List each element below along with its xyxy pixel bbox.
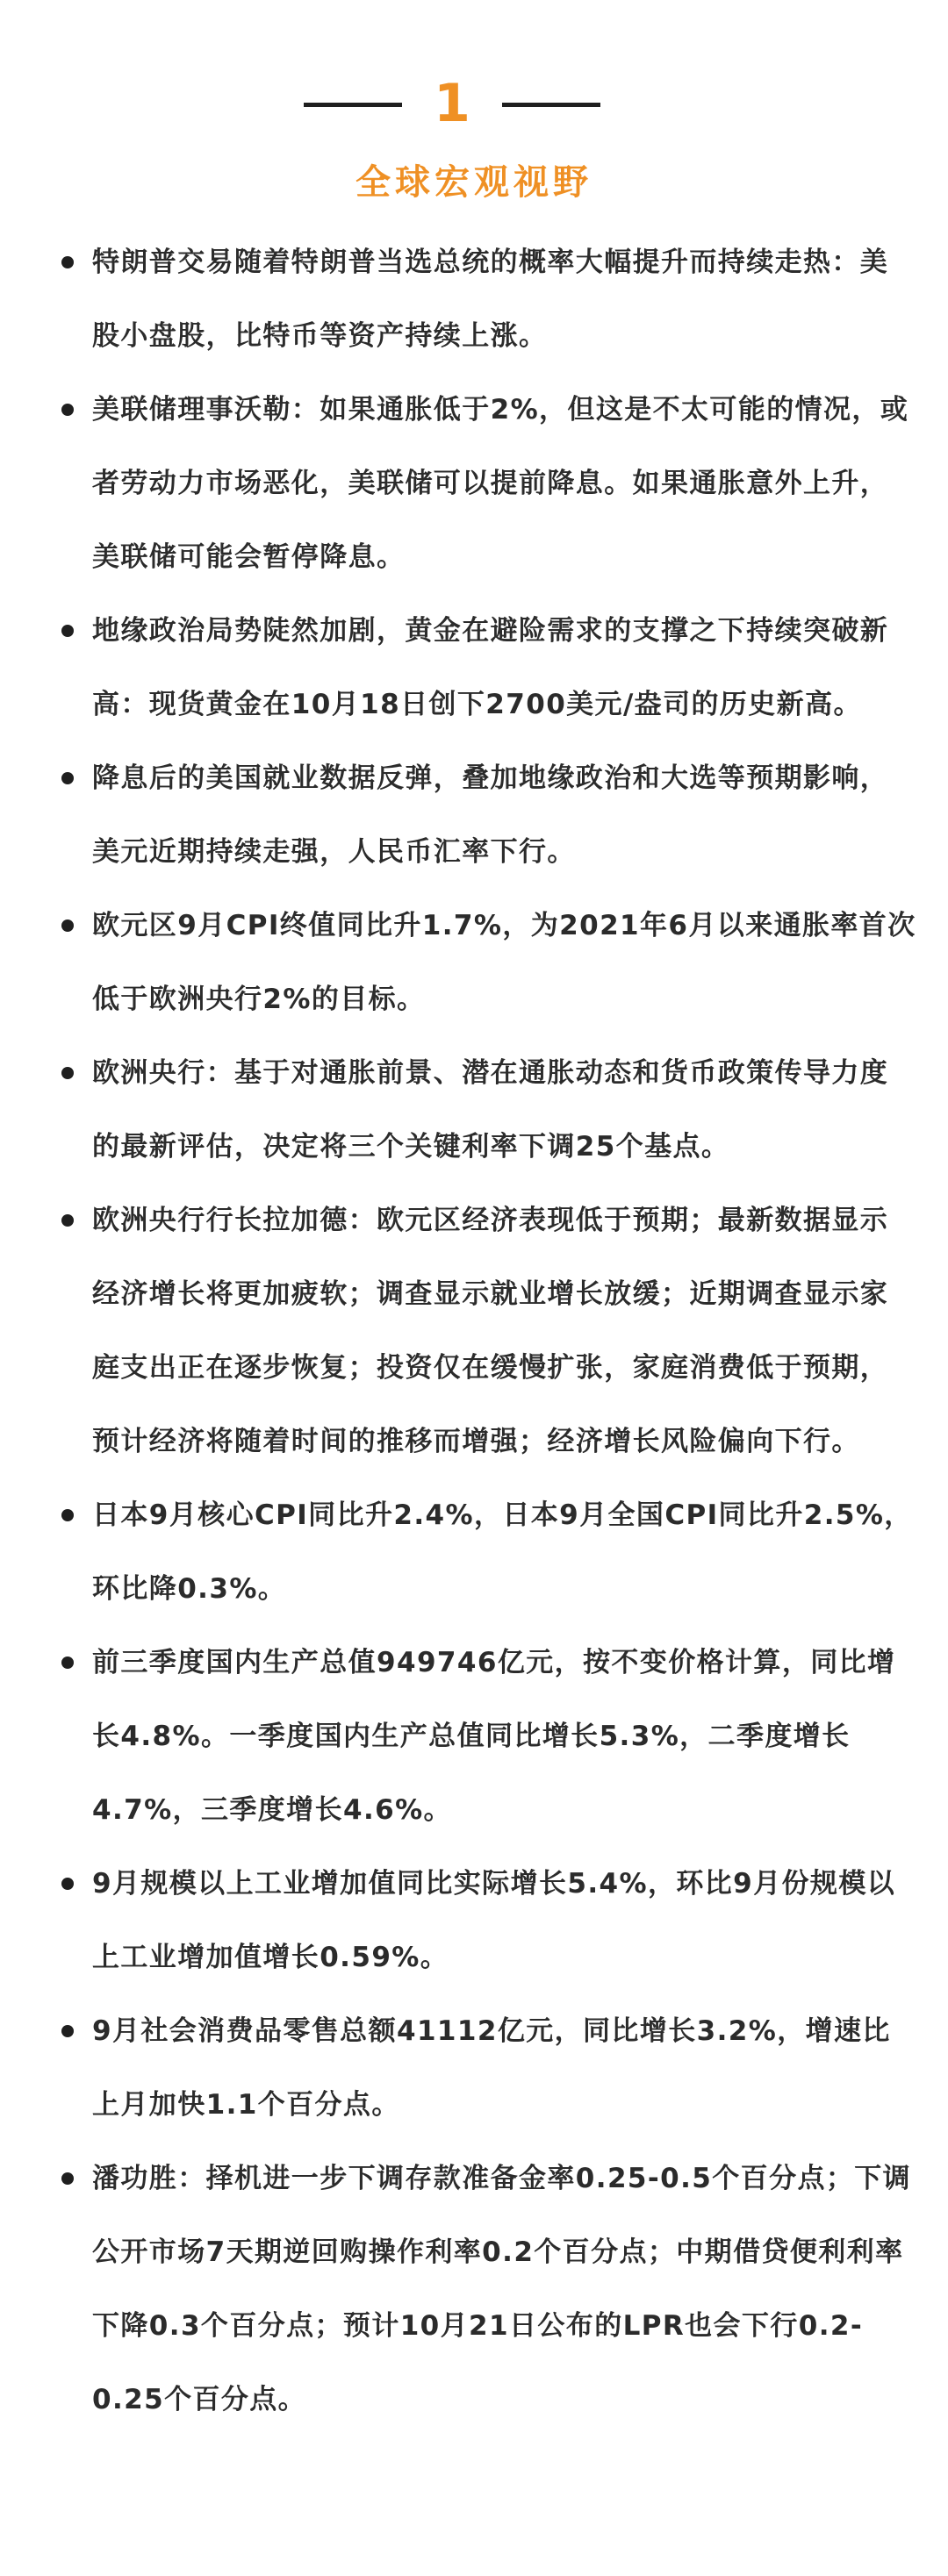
bullet-text: 欧元区9月CPI终值同比升1.7%，为2021年6月以来通胀率首次低于欧洲央行2%的目标。	[92, 910, 916, 1015]
bullet-item-lagarde	[0, 1184, 948, 1478]
bullet-text: 9月社会消费品零售总额41112亿元，同比增长3.2%，增速比上月加快1.1个百分点。	[92, 2015, 891, 2121]
bullet-item-pan-gongsheng	[0, 2142, 948, 2436]
bullet-dot-icon	[61, 1067, 74, 1079]
right-divider	[502, 103, 600, 107]
bullet-item-industrial	[0, 1847, 948, 1994]
bullet-dot-icon	[61, 2025, 74, 2037]
bullet-text: 地缘政治局势陡然加剧，黄金在避险需求的支撑之下持续突破新高：现货黄金在10月18日创下2700美元/盎司的历史新高。	[92, 615, 889, 720]
bullet-item-gold	[0, 594, 948, 741]
bullet-dot-icon	[61, 1657, 74, 1669]
bullet-text: 特朗普交易随着特朗普当选总统的概率大幅提升而持续走热：美股小盘股，比特币等资产持续上涨。	[92, 247, 889, 352]
bullet-text: 前三季度国内生产总值949746亿元，按不变价格计算，同比增长4.8%。一季度国内生产总值同比增长5.3%，二季度增长4.7%，三季度增长4.6%。	[92, 1647, 896, 1826]
bullet-item-waller	[0, 373, 948, 594]
bullet-text: 日本9月核心CPI同比升2.4%，日本9月全国CPI同比升2.5%，环比降0.3%。	[92, 1499, 913, 1605]
bullet-dot-icon	[61, 1214, 74, 1227]
section-header	[0, 68, 948, 139]
bullet-item-eurozone-cpi	[0, 889, 948, 1036]
bullet-dot-icon	[61, 404, 74, 416]
bullet-text: 9月规模以上工业增加值同比实际增长5.4%，环比9月份规模以上工业增加值增长0.59%。	[92, 1868, 896, 1973]
bullet-item-usd	[0, 741, 948, 889]
bullet-text: 美联储理事沃勒：如果通胀低于2%，但这是不太可能的情况，或者劳动力市场恶化，美联储可以提前降息。如果通胀意外上升，美联储可能会暂停降息。	[92, 394, 909, 573]
bullet-item-japan-cpi	[0, 1478, 948, 1626]
bullet-item-retail	[0, 1994, 948, 2142]
bullet-dot-icon	[61, 256, 74, 268]
bullet-text: 欧洲央行：基于对通胀前景、潜在通胀动态和货币政策传导力度的最新评估，决定将三个关键利率下调25个基点。	[92, 1057, 889, 1163]
bullet-item-trump-trade	[0, 225, 948, 373]
bullet-text: 降息后的美国就业数据反弹，叠加地缘政治和大选等预期影响，美元近期持续走强，人民币汇率下行。	[92, 762, 889, 868]
bullet-dot-icon	[61, 919, 74, 932]
bullet-dot-icon	[61, 2172, 74, 2185]
bullet-text: 欧洲央行行长拉加德：欧元区经济表现低于预期；最新数据显示经济增长将更加疲软；调查显示就业增长放缓；近期调查显示家庭支出正在逐步恢复；投资仅在缓慢扩张，家庭消费低于预期，预计经济将随着时间的推移而增强；经济增长风险偏向下行。	[92, 1205, 889, 1457]
bullet-item-ecb-cut	[0, 1036, 948, 1184]
bullet-item-china-gdp	[0, 1626, 948, 1847]
bullet-dot-icon	[61, 772, 74, 784]
bullet-dot-icon	[61, 1509, 74, 1521]
bullet-list	[0, 225, 948, 2436]
bullet-text: 潘功胜：择机进一步下调存款准备金率0.25-0.5个百分点；下调公开市场7天期逆回购操作利率0.2个百分点；中期借贷便利利率下降0.3个百分点；预计10月21日公布的LPR也会下行0.2-0.25个百分点。	[92, 2163, 912, 2415]
bullet-dot-icon	[61, 1878, 74, 1890]
left-divider	[304, 103, 402, 107]
section-number: 1	[434, 73, 470, 134]
bullet-dot-icon	[61, 625, 74, 637]
section-title: 全球宏观视野	[356, 162, 592, 203]
